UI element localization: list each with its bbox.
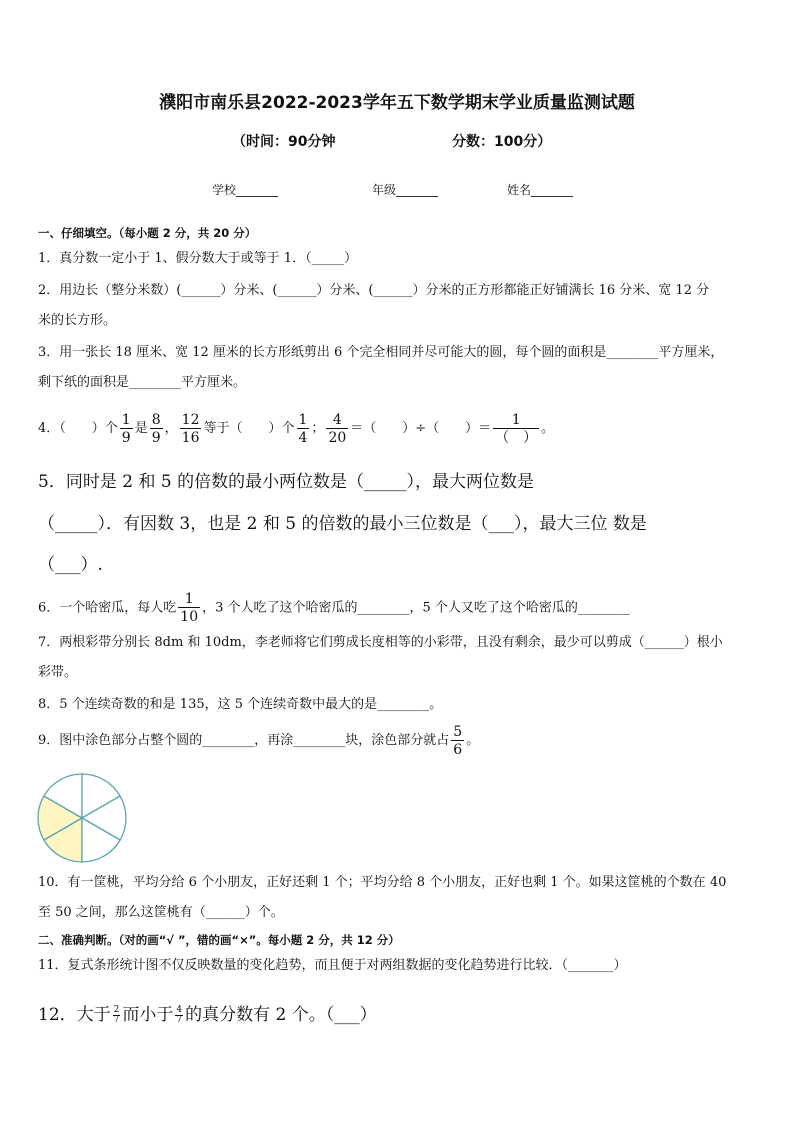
school-field[interactable]: 学校_______ bbox=[212, 183, 279, 197]
denominator: 16 bbox=[181, 429, 200, 446]
fraction-1-9 bbox=[120, 413, 133, 445]
question-3-line-2: 剩下纸的面积是________平方厘米。 bbox=[38, 375, 247, 390]
q4-text-e: ； bbox=[311, 421, 325, 436]
question-7-line-2: 彩带。 bbox=[38, 665, 78, 680]
question-5-line-2: （_____）．有因数 3，也是 2 和 5 的倍数的最小三位数是（___），最大三位 数是 bbox=[38, 514, 647, 534]
fraction-1-blank bbox=[493, 413, 539, 445]
q12-text-a: 12．大于 bbox=[38, 1005, 111, 1025]
fraction-1-10 bbox=[178, 592, 200, 624]
numerator: 2 bbox=[113, 1005, 120, 1015]
denominator: （ ） bbox=[495, 429, 538, 446]
denominator: 9 bbox=[151, 429, 161, 446]
question-10-line-2: 至 50 之间，那么这筐桃有（______）个。 bbox=[38, 905, 284, 920]
numerator: 8 bbox=[151, 411, 161, 428]
question-5-line-3: （___）. bbox=[38, 555, 103, 575]
q4-text-g: 。 bbox=[541, 421, 555, 436]
numerator: 4 bbox=[176, 1005, 183, 1015]
question-2-line-2: 米的长方形。 bbox=[38, 313, 117, 328]
q6-text-a: 6．一个哈密瓜，每人吃 bbox=[38, 600, 177, 616]
numerator: 1 bbox=[298, 411, 308, 428]
q9-text-a: 9．图中涂色部分占整个圆的________，再涂________块，涂色部分就占 bbox=[38, 733, 450, 748]
q6-text-b: ，3 个人吃了这个哈密瓜的________，5 个人又吃了这个哈密瓜的________ bbox=[202, 600, 630, 616]
question-5-line-1: 5．同时是 2 和 5 的倍数的最小两位数是（_____），最大两位数是 bbox=[38, 472, 535, 492]
fraction-4-20 bbox=[326, 413, 348, 445]
q4-text-c: ， bbox=[164, 421, 178, 436]
fraction-8-9 bbox=[150, 413, 163, 445]
question-12 bbox=[38, 1002, 377, 1028]
q12-text-b: 而小于 bbox=[122, 1005, 174, 1025]
question-4 bbox=[38, 412, 554, 446]
question-7-line-1: 7．两根彩带分别长 8dm 和 10dm，李老师将它们剪成长度相等的小彩带，且没有剩余，最少可以剪成（______）根小 bbox=[38, 635, 723, 650]
section-1-heading: 一、仔细填空。（每小题 2 分，共 20 分） bbox=[38, 226, 257, 240]
question-9 bbox=[38, 724, 479, 758]
denominator: 7 bbox=[176, 1015, 183, 1025]
denominator: 4 bbox=[298, 429, 308, 446]
q4-text-f: ＝（ ）÷（ ）＝ bbox=[350, 421, 492, 436]
numerator: 1 bbox=[493, 413, 539, 429]
q4-text-d: 等于（ ）个 bbox=[203, 421, 295, 436]
question-1: 1．真分数一定小于 1、假分数大于或等于 1．（_____） bbox=[38, 251, 358, 266]
numerator: 12 bbox=[181, 411, 200, 428]
fraction-2-7 bbox=[113, 1006, 121, 1025]
denominator: 6 bbox=[453, 741, 463, 758]
question-11: 11．复式条形统计图不仅反映数量的变化趋势，而且便于对两组数据的变化趋势进行比较．（_______） bbox=[38, 958, 627, 973]
name-field[interactable]: 姓名_______ bbox=[507, 183, 574, 197]
denominator: 10 bbox=[180, 609, 199, 625]
q12-text-c: 的真分数有 2 个。（___） bbox=[185, 1005, 377, 1025]
q4-text-b: 是 bbox=[134, 421, 148, 436]
q4-text-a: 4．（ ）个 bbox=[38, 421, 118, 436]
fraction-1-4 bbox=[297, 413, 310, 445]
fraction-5-6 bbox=[451, 725, 464, 757]
fraction-12-16 bbox=[180, 413, 202, 445]
numerator: 1 bbox=[178, 592, 200, 608]
question-6 bbox=[38, 592, 630, 624]
page-title: 濮阳市南乐县2022-2023学年五下数学期末学业质量监测试题 bbox=[159, 93, 635, 113]
numerator: 5 bbox=[453, 723, 463, 740]
denominator: 9 bbox=[121, 429, 131, 446]
denominator: 7 bbox=[113, 1015, 120, 1025]
fraction-4-7 bbox=[175, 1006, 183, 1025]
section-2-heading: 二、准确判断。（对的画“√ ”，错的画“×”。每小题 2 分，共 12 分） bbox=[38, 933, 400, 947]
numerator: 1 bbox=[121, 411, 131, 428]
numerator: 4 bbox=[326, 413, 348, 429]
q9-text-b: 。 bbox=[466, 733, 480, 748]
question-2-line-1: 2．用边长（整分米数）(______）分米、(______）分米、(______）分米的正方形都能正好铺满长 16 分米、宽 12 分 bbox=[38, 283, 710, 298]
question-10-line-1: 10．有一筐桃，平均分给 6 个小朋友，正好还剩 1 个；平均分给 8 个小朋友，正好也剩 1 个。如果这筐桃的个数在 40 bbox=[38, 875, 727, 890]
question-8: 8．5 个连续奇数的和是 135，这 5 个连续奇数中最大的是________。 bbox=[38, 697, 443, 712]
exam-time: （时间：90分钟 bbox=[232, 134, 336, 150]
exam-score: 分数：100分） bbox=[452, 134, 552, 150]
circle-diagram bbox=[34, 770, 130, 866]
grade-field[interactable]: 年级_______ bbox=[372, 183, 439, 197]
question-3-line-1: 3．用一张长 18 厘米、宽 12 厘米的长方形纸剪出 6 个完全相同并尽可能大的圆，每个圆的面积是________平方厘米， bbox=[38, 345, 724, 360]
denominator: 20 bbox=[328, 429, 347, 446]
